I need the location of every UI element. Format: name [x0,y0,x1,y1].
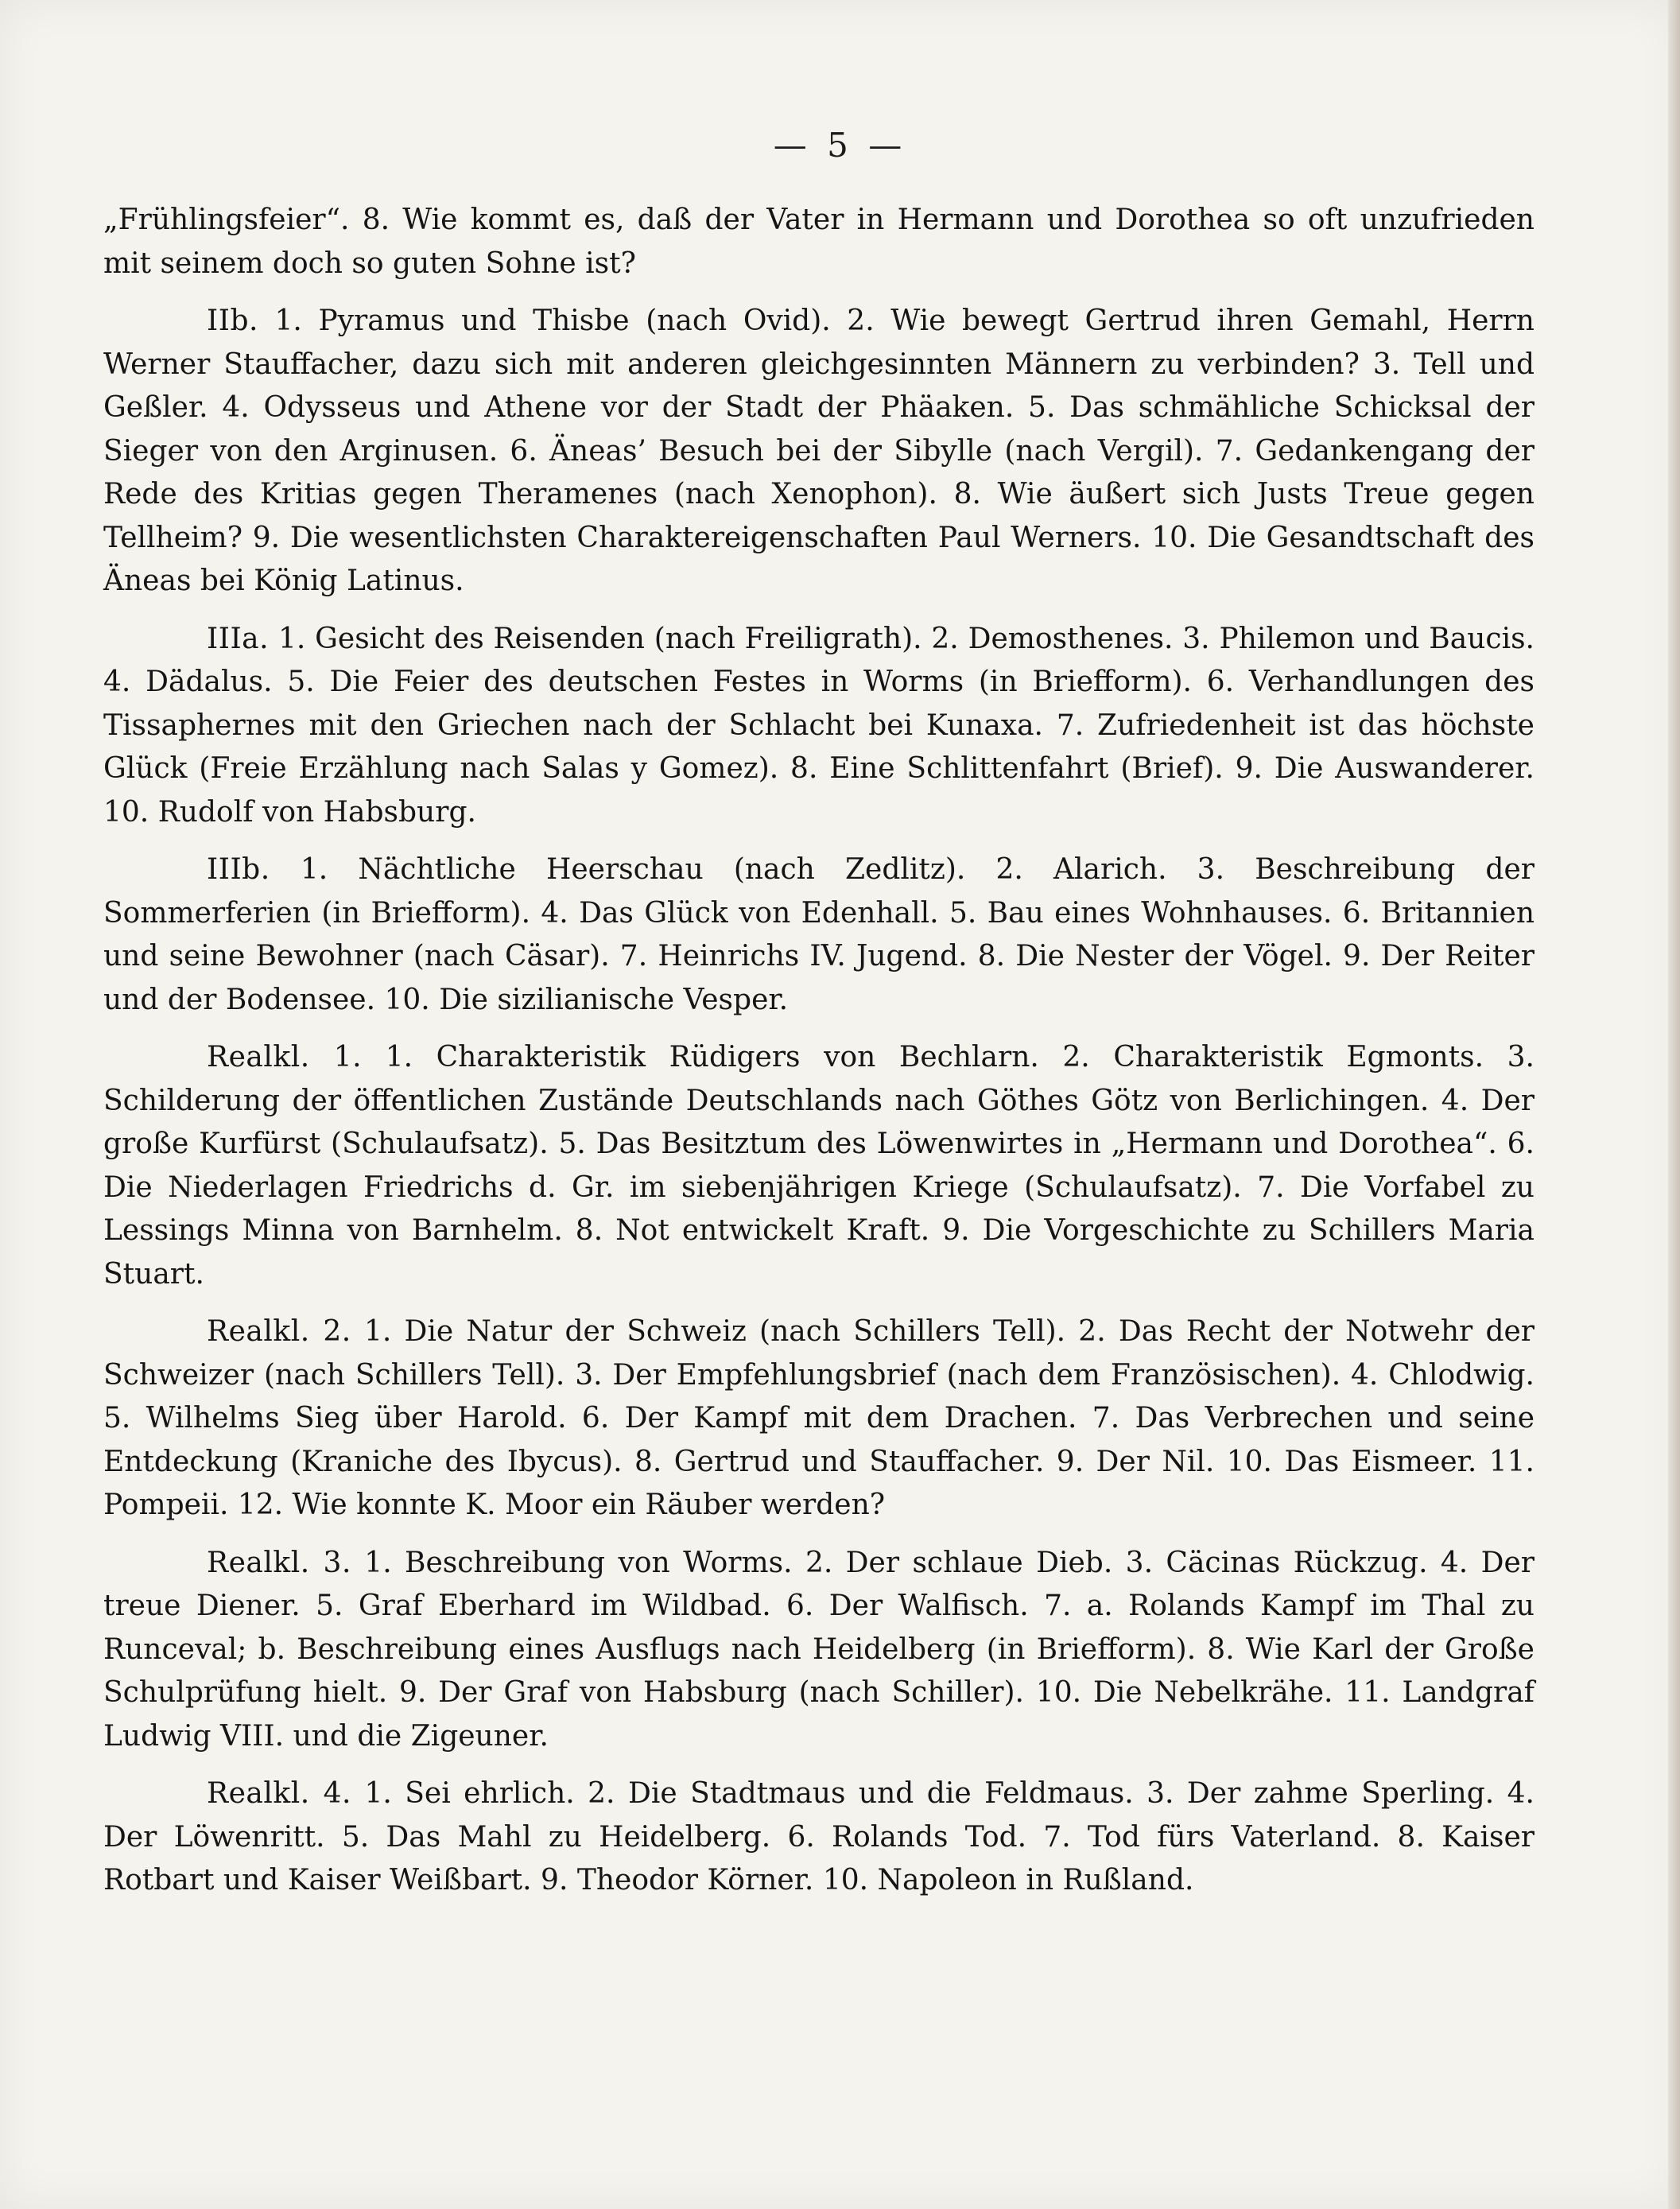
class-label: IIIb. [207,853,270,886]
paragraph-continuation [103,199,1535,285]
paragraph-text: 1. Pyramus und Thisbe (nach Ovid). 2. Wie bewegt Gertrud ihren Gemahl, Herrn Werner Stauffacher, dazu sich mit anderen gleichgesinnten Männern zu verbinden? 3. Tell und Geßler. 4. Odysseus und Athene vor der Stadt der Phäaken. 5. Das schmähliche Schicksal der Sieger von den Arginusen. 6. Äneas’ Besuch bei der Sibylle (nach Vergil). 7. Gedankengang der Rede des Kritias gegen Theramenes (nach Xenophon). 8. Wie äußert sich Justs Treue gegen Tellheim? 9. Die wesentlichsten Charaktereigenschaften Paul Werners. 10. Die Gesandtschaft des Äneas bei König Latinus. [103,305,1535,597]
paragraph-realkl-1 [103,1036,1535,1296]
class-label: Realkl. 3. [207,1546,351,1579]
paragraph-text: „Frühlingsfeier“. 8. Wie kommt es, daß der Vater in Hermann und Dorothea so oft unzufrieden mit seinem doch so guten Sohne ist? [103,204,1535,280]
class-label: Realkl. 1. [207,1041,363,1073]
paragraph-text: 1. Die Natur der Schweiz (nach Schillers Tell). 2. Das Recht der Notwehr der Schweizer (nach Schillers Tell). 3. Der Empfehlungsbrief (nach dem Französischen). 4. Chlodwig. 5. Wilhelms Sieg über Harold. 6. Der Kampf mit dem Drachen. 7. Das Verbrechen und seine Entdeckung (Kraniche des Ibycus). 8. Gertrud und Stauffacher. 9. Der Nil. 10. Das Eismeer. 11. Pompeii. 12. Wie konnte K. Moor ein Räuber werden? [103,1315,1535,1521]
paragraph-text: 1. Sei ehrlich. 2. Die Stadtmaus und die Feldmaus. 3. Der zahme Sperling. 4. Der Löwenritt. 5. Das Mahl zu Heidelberg. 6. Rolands Tod. 7. Tod fürs Vaterland. 8. Kaiser Rotbart und Kaiser Weißbart. 9. Theodor Körner. 10. Napoleon in Rußland. [103,1777,1535,1896]
paragraph-realkl-2 [103,1310,1535,1528]
page-number: — 5 — [773,126,907,165]
class-label: Realkl. 4. [207,1777,351,1810]
paragraph-class-iib [103,300,1535,604]
essay-topic-list [103,199,1535,1917]
page-edge [1668,0,1680,2209]
paragraph-class-iiia [103,618,1535,835]
paragraph-text: 1. Beschreibung von Worms. 2. Der schlaue Dieb. 3. Cäcinas Rückzug. 4. Der treue Diener. 5. Graf Eberhard im Wildbad. 6. Der Walfisch. 7. a. Rolands Kampf im Thal zu Runceval; b. Beschreibung eines Ausflugs nach Heidelberg (in Briefform). 8. Wie Karl der Große Schulprüfung hielt. 9. Der Graf von Habsburg (nach Schiller). 10. Die Nebelkrähe. 11. Landgraf Ludwig VIII. und die Zigeuner. [103,1546,1535,1753]
paragraph-text: 1. Charakteristik Rüdigers von Bechlarn. 2. Charakteristik Egmonts. 3. Schilderung der öffentlichen Zustände Deutschlands nach Göthes Götz von Berlichingen. 4. Der große Kurfürst (Schulaufsatz). 5. Das Besitztum des Löwenwirtes in „Hermann und Dorothea“. 6. Die Niederlagen Friedrichs d. Gr. im siebenjährigen Kriege (Schulaufsatz). 7. Die Vorfabel zu Lessings Minna von Barnhelm. 8. Not entwickelt Kraft. 9. Die Vorgeschichte zu Schillers Maria Stuart. [103,1041,1535,1291]
paragraph-text: 1. Gesicht des Reisenden (nach Freiligrath). 2. Demosthenes. 3. Philemon und Baucis. 4. Dädalus. 5. Die Feier des deutschen Festes in Worms (in Briefform). 6. Verhandlungen des Tissaphernes mit den Griechen nach der Schlacht bei Kunaxa. 7. Zufriedenheit ist das höchste Glück (Freie Erzählung nach Salas y Gomez). 8. Eine Schlittenfahrt (Brief). 9. Die Auswanderer. 10. Rudolf von Habsburg. [103,622,1535,829]
paragraph-realkl-4 [103,1772,1535,1903]
paragraph-class-iiib [103,848,1535,1022]
class-label: Realkl. 2. [207,1315,351,1348]
paragraph-realkl-3 [103,1542,1535,1759]
paragraph-text: 1. Nächtliche Heerschau (nach Zedlitz). 2. Alarich. 3. Beschreibung der Sommerferien (in Briefform). 4. Das Glück von Edenhall. 5. Bau eines Wohnhauses. 6. Britannien und seine Bewohner (nach Cäsar). 7. Heinrichs IV. Jugend. 8. Die Nester der Vögel. 9. Der Reiter und der Bodensee. 10. Die sizilianische Vesper. [103,853,1535,1016]
class-label: IIb. [207,305,258,337]
class-label: IIIa. [207,622,270,655]
